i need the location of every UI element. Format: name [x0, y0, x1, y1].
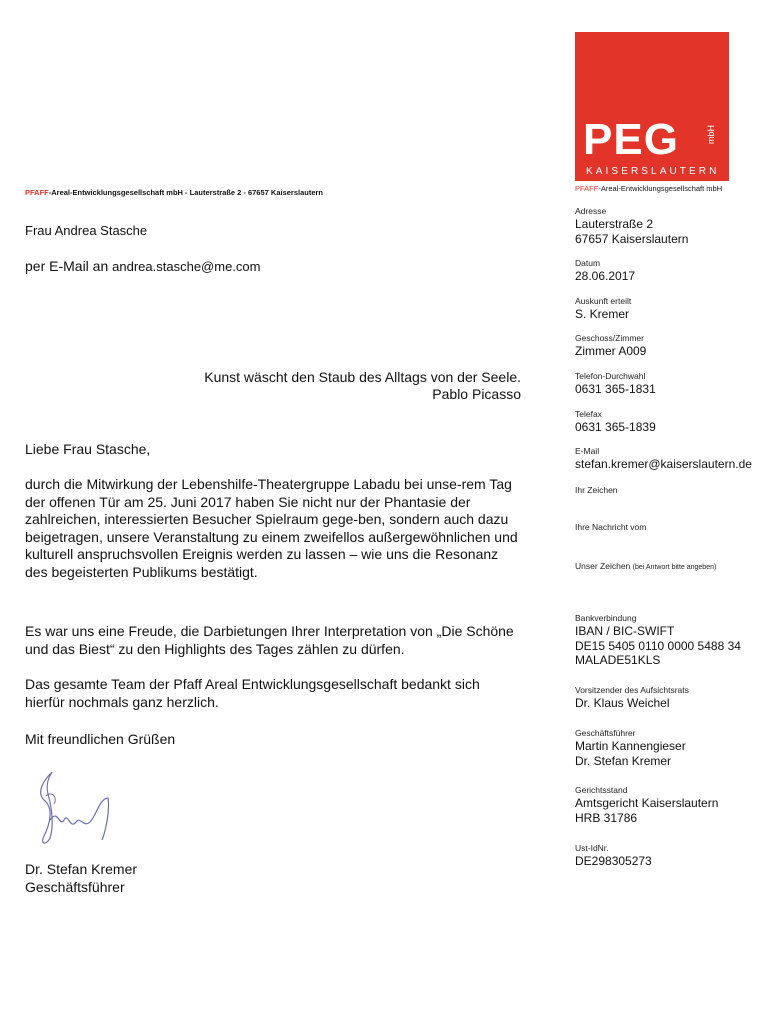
letter-paragraph: durch die Mitwirkung der Lebenshilfe-Theatergruppe Labadu bei unse-rem Tag der offenen Tür am 25. Juni 2017 haben Sie nicht nur der Phantasie der zahlreichen, interessierten Besucher Spielraum gege-ben, sondern auch dazu beigetragen, unsere Veranstaltung zu einem zweifellos außergewöhnlichen und kulturell anspruchsvollen Ereignis werden zu lassen – wie uns die Resonanz des begeisterten Publikums bestätigt. — [25, 476, 518, 580]
info-unser-zeichen: Unser Zeichen (bei Antwort bitte angeben) — [575, 561, 717, 571]
letter-paragraph: Das gesamte Team der Pfaff Areal Entwicklungsgesellschaft bedankt sich hierfür nochmals ganz herzlich. — [25, 676, 480, 710]
recipient-email: andrea.stasche@me.com — [112, 259, 261, 274]
info-vorsitz: Vorsitzender des Aufsichtsrats Dr. Klaus Weichel — [575, 685, 689, 710]
info-geschaeftsfuehrer: Geschäftsführer Martin Kannengieser Dr. Stefan Kremer — [575, 728, 686, 768]
letter-closing: Mit freundlichen Grüßen — [25, 731, 176, 747]
info-datum: Datum 28.06.2017 — [575, 258, 636, 283]
quote — [120, 369, 521, 403]
company-logo — [575, 32, 729, 181]
quote-text: Kunst wäscht den Staub des Alltags von der Seele. — [204, 369, 521, 385]
signer-title: Geschäftsführer — [25, 879, 125, 895]
info-ihre-nachricht: Ihre Nachricht vom — [575, 522, 647, 532]
info-email: E-Mail stefan.kremer@kaiserslautern.de — [575, 446, 752, 471]
recipient-name: Frau Andrea Stasche — [25, 223, 148, 238]
signer-name: Dr. Stefan Kremer — [25, 861, 138, 877]
quote-author: Pablo Picasso — [432, 386, 521, 402]
logo-mbh-text: mbH — [706, 124, 716, 144]
info-telefon: Telefon-Durchwahl 0631 365-1831 — [575, 371, 656, 396]
letter-paragraph: Es war uns eine Freude, die Darbietungen Ihrer Interpretation von „Die Schöne und das Biest“ zu den Highlights des Tages zählen zu dürfen. — [25, 623, 514, 657]
logo-subtitle: PFAFF-Areal-Entwicklungsgesellschaft mbH — [575, 184, 723, 193]
recipient-email-line: per E-Mail an andrea.stasche@me.com — [25, 258, 261, 274]
info-bankverbindung: Bankverbindung IBAN / BIC-SWIFT DE15 5405 0110 0000 5488 34 MALADE51KLS — [575, 613, 741, 667]
info-gerichtsstand: Gerichtsstand Amtsgericht Kaiserslautern HRB 31786 — [575, 785, 719, 825]
logo-city-text: KAISERSLAUTERN — [586, 166, 720, 177]
info-ust-idnr: Ust-IdNr. DE298305273 — [575, 843, 652, 868]
signer-block — [25, 860, 137, 896]
logo-main-text: PEG — [583, 115, 679, 164]
sender-return-address: PFAFF-Areal-Entwicklungsgesellschaft mbH - Lauterstraße 2 - 67657 Kaiserslautern — [25, 188, 324, 197]
letter-greeting: Liebe Frau Stasche, — [25, 441, 151, 457]
info-geschoss: Geschoss/Zimmer Zimmer A009 — [575, 333, 647, 358]
info-auskunft: Auskunft erteilt S. Kremer — [575, 296, 632, 321]
info-adresse: Adresse Lauterstraße 2 67657 Kaiserslautern — [575, 206, 689, 246]
info-ihr-zeichen: Ihr Zeichen — [575, 485, 618, 495]
info-telefax: Telefax 0631 365-1839 — [575, 409, 656, 434]
handwritten-signature — [30, 768, 120, 848]
